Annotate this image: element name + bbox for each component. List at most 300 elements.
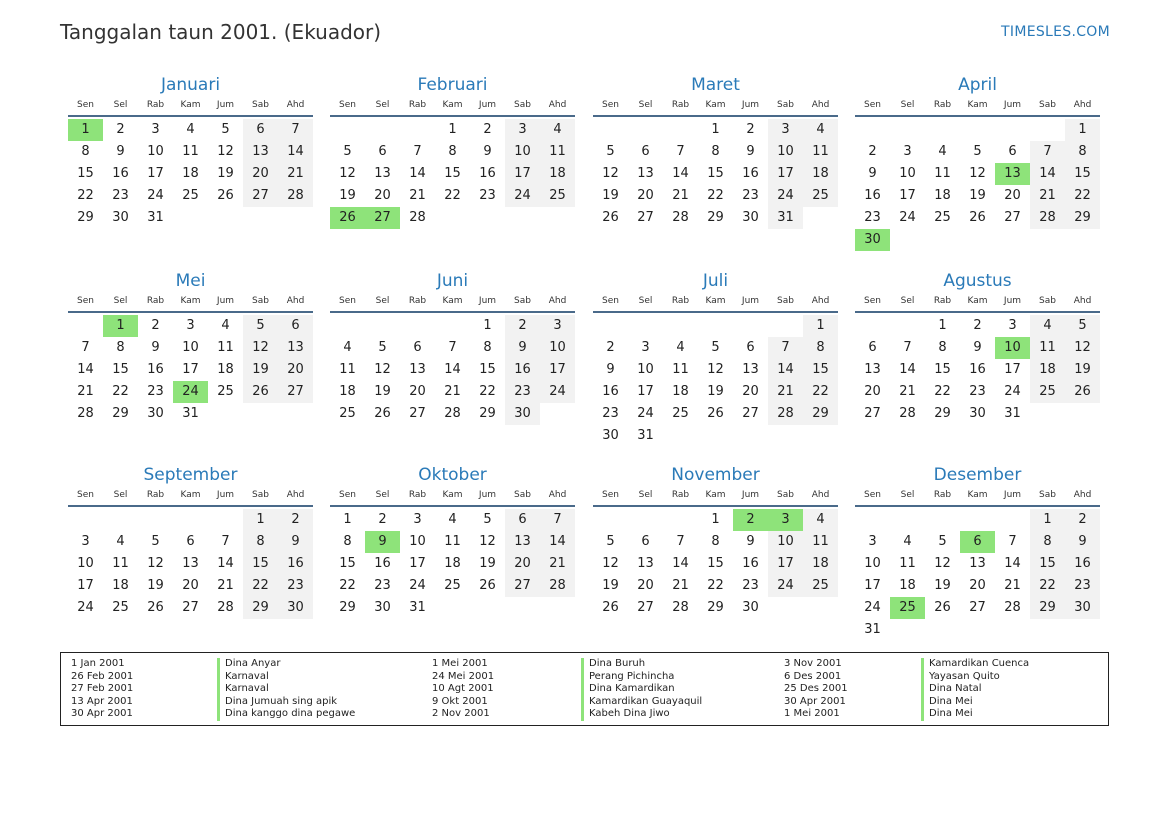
holiday-name: Kabeh Dina Jiwo <box>589 708 670 720</box>
day-cell: 28 <box>409 210 426 225</box>
day-cell: 20 <box>505 553 540 575</box>
day-cell: 7 <box>81 340 90 355</box>
weekday-label: Sen <box>339 490 356 500</box>
empty-cell <box>1030 119 1065 141</box>
weekday-header <box>593 488 838 507</box>
weekday-label: Rab <box>933 296 952 306</box>
empty-cell <box>68 509 103 531</box>
holiday-name: Dina Anyar <box>225 658 281 669</box>
day-cell: 21 <box>1004 578 1021 593</box>
day-cell: 21 <box>540 553 575 575</box>
day-cell: 18 <box>899 578 916 593</box>
day-cell: 16 <box>112 166 129 181</box>
day-cell: 13 <box>182 556 199 571</box>
day-cell: 29 <box>1065 207 1100 229</box>
day-cell: 27 <box>182 600 199 615</box>
page-title: Tanggalan taun 2001. (Ekuador) <box>60 20 382 44</box>
day-cell: 7 <box>768 337 803 359</box>
day-cell: 26 <box>217 188 234 203</box>
day-cell: 25 <box>803 185 838 207</box>
day-cell: 22 <box>707 578 724 593</box>
day-cell: 4 <box>116 534 125 549</box>
day-cell: 1 <box>711 122 720 137</box>
weekday-label: Sab <box>252 296 269 306</box>
day-cell: 9 <box>746 534 755 549</box>
day-cell: 2 <box>973 318 982 333</box>
day-cell: 26 <box>243 381 278 403</box>
day-cell: 31 <box>637 428 654 443</box>
day-cell: 22 <box>934 384 951 399</box>
day-cell: 30 <box>602 428 619 443</box>
day-cell: 8 <box>448 144 457 159</box>
empty-cell <box>593 315 628 337</box>
day-cell: 7 <box>676 144 685 159</box>
day-cell: 16 <box>969 362 986 377</box>
day-cell: 30 <box>1065 597 1100 619</box>
day-cell: 20 <box>864 384 881 399</box>
weekday-label: Sab <box>777 296 794 306</box>
day-cell: 24 <box>147 188 164 203</box>
day-cell: 19 <box>969 188 986 203</box>
day-cell: 29 <box>707 210 724 225</box>
day-cell: 9 <box>868 166 877 181</box>
day-cell: 29 <box>339 600 356 615</box>
day-cell: 30 <box>742 600 759 615</box>
day-cell: 20 <box>409 384 426 399</box>
day-cell: 3 <box>768 119 803 141</box>
holiday-date: 27 Feb 2001 <box>71 683 134 695</box>
day-cell: 16 <box>479 166 496 181</box>
day-cell: 7 <box>903 340 912 355</box>
day-grid <box>593 509 838 619</box>
weekday-label: Sen <box>602 296 619 306</box>
day-cell: 15 <box>707 166 724 181</box>
day-cell: 27 <box>637 600 654 615</box>
weekday-label: Jum <box>741 296 760 306</box>
holiday-name: Yayasan Quito <box>929 670 1000 682</box>
month-name: September <box>143 465 238 485</box>
weekday-label: Ahd <box>548 490 567 500</box>
day-cell: 16 <box>278 553 313 575</box>
day-cell: 29 <box>934 406 951 421</box>
empty-cell <box>925 509 960 531</box>
empty-cell <box>855 119 890 141</box>
day-cell: 6 <box>868 340 877 355</box>
weekday-label: Sel <box>113 296 128 306</box>
holiday-name: Karnaval <box>225 670 269 682</box>
day-cell: 4 <box>803 509 838 531</box>
empty-cell <box>208 509 243 531</box>
weekday-label: Sab <box>514 296 531 306</box>
day-cell: 27 <box>969 600 986 615</box>
empty-cell <box>365 315 400 337</box>
day-cell: 27 <box>505 575 540 597</box>
day-cell: 12 <box>934 556 951 571</box>
holiday-date: 1 Jan 2001 <box>71 658 125 669</box>
empty-cell <box>173 509 208 531</box>
day-cell: 27 <box>409 406 426 421</box>
weekday-label: Ahd <box>811 100 830 110</box>
day-cell: 22 <box>77 188 94 203</box>
day-cell: 11 <box>217 340 234 355</box>
day-cell: 4 <box>676 340 685 355</box>
brand-link[interactable]: TIMESLES.COM <box>1001 24 1110 40</box>
holiday-name: Dina Buruh <box>589 658 646 669</box>
day-cell: 5 <box>221 122 230 137</box>
day-cell: 6 <box>278 315 313 337</box>
weekday-label: Sab <box>514 100 531 110</box>
weekday-header <box>68 488 313 507</box>
day-cell: 27 <box>278 381 313 403</box>
weekday-label: Sel <box>375 296 390 306</box>
day-cell: 1 <box>711 512 720 527</box>
weekday-header <box>593 98 838 117</box>
holiday-name: Perang Pichincha <box>589 670 675 682</box>
day-cell: 26 <box>602 600 619 615</box>
weekday-label: Sel <box>638 100 653 110</box>
day-cell: 15 <box>339 556 356 571</box>
weekday-label: Kam <box>705 490 726 500</box>
day-cell: 12 <box>147 556 164 571</box>
day-cell: 31 <box>147 210 164 225</box>
day-cell: 28 <box>278 185 313 207</box>
day-cell: 21 <box>1030 185 1065 207</box>
holiday-day: 3 <box>768 509 803 531</box>
day-cell: 5 <box>343 144 352 159</box>
holiday-name: Dina Mei <box>929 708 973 720</box>
day-cell: 17 <box>1004 362 1021 377</box>
day-cell: 15 <box>444 166 461 181</box>
weekday-label: Kam <box>442 296 463 306</box>
day-cell: 3 <box>641 340 650 355</box>
day-cell: 4 <box>540 119 575 141</box>
day-cell: 19 <box>1065 359 1100 381</box>
weekday-label: Sab <box>1039 100 1056 110</box>
day-cell: 9 <box>483 144 492 159</box>
month-name: Desember <box>933 465 1022 485</box>
day-cell: 31 <box>1004 406 1021 421</box>
weekday-label: Jum <box>216 296 235 306</box>
weekday-label: Rab <box>671 296 690 306</box>
day-cell: 19 <box>339 188 356 203</box>
day-cell: 30 <box>374 600 391 615</box>
day-cell: 29 <box>479 406 496 421</box>
weekday-header <box>855 98 1100 117</box>
holiday-list <box>60 652 1109 726</box>
day-cell: 16 <box>505 359 540 381</box>
day-cell: 28 <box>1030 207 1065 229</box>
day-cell: 5 <box>243 315 278 337</box>
day-cell: 16 <box>602 384 619 399</box>
day-cell: 16 <box>374 556 391 571</box>
month-januari <box>68 72 313 229</box>
day-cell: 25 <box>803 575 838 597</box>
day-cell: 10 <box>637 362 654 377</box>
weekday-label: Ahd <box>548 296 567 306</box>
day-cell: 8 <box>938 340 947 355</box>
day-cell: 10 <box>540 337 575 359</box>
day-cell: 1 <box>448 122 457 137</box>
holiday-date: 30 Apr 2001 <box>71 708 133 720</box>
day-cell: 18 <box>803 163 838 185</box>
day-cell: 15 <box>707 556 724 571</box>
day-cell: 28 <box>768 403 803 425</box>
day-cell: 20 <box>1004 188 1021 203</box>
day-cell: 2 <box>116 122 125 137</box>
day-cell: 3 <box>151 122 160 137</box>
day-cell: 26 <box>147 600 164 615</box>
day-cell: 13 <box>637 166 654 181</box>
day-cell: 22 <box>339 578 356 593</box>
day-cell: 26 <box>602 210 619 225</box>
day-cell: 13 <box>374 166 391 181</box>
day-cell: 1 <box>803 315 838 337</box>
day-cell: 12 <box>243 337 278 359</box>
day-cell: 30 <box>742 210 759 225</box>
empty-cell <box>663 119 698 141</box>
day-cell: 16 <box>147 362 164 377</box>
day-cell: 25 <box>1030 381 1065 403</box>
weekday-label: Rab <box>933 490 952 500</box>
empty-cell <box>138 509 173 531</box>
day-cell: 28 <box>672 210 689 225</box>
weekday-header <box>855 294 1100 313</box>
day-cell: 14 <box>444 362 461 377</box>
empty-cell <box>330 315 365 337</box>
day-cell: 10 <box>147 144 164 159</box>
day-cell: 18 <box>217 362 234 377</box>
weekday-header <box>68 98 313 117</box>
day-cell: 11 <box>444 534 461 549</box>
day-cell: 24 <box>768 575 803 597</box>
day-cell: 18 <box>182 166 199 181</box>
day-cell: 15 <box>1065 163 1100 185</box>
day-cell: 29 <box>112 406 129 421</box>
weekday-label: Sel <box>113 100 128 110</box>
day-cell: 17 <box>540 359 575 381</box>
day-cell: 6 <box>378 144 387 159</box>
day-cell: 15 <box>1030 553 1065 575</box>
day-cell: 23 <box>864 210 881 225</box>
day-grid <box>68 509 313 619</box>
day-cell: 22 <box>1030 575 1065 597</box>
day-cell: 24 <box>899 210 916 225</box>
day-cell: 6 <box>505 509 540 531</box>
day-cell: 5 <box>378 340 387 355</box>
day-cell: 18 <box>540 163 575 185</box>
empty-cell <box>960 119 995 141</box>
day-cell: 21 <box>217 578 234 593</box>
day-cell: 15 <box>479 362 496 377</box>
day-cell: 25 <box>672 406 689 421</box>
empty-cell <box>593 509 628 531</box>
day-cell: 25 <box>540 185 575 207</box>
day-cell: 17 <box>899 188 916 203</box>
empty-cell <box>400 119 435 141</box>
day-cell: 5 <box>973 144 982 159</box>
day-cell: 17 <box>768 163 803 185</box>
weekday-label: Sen <box>77 100 94 110</box>
day-cell: 13 <box>969 556 986 571</box>
month-september <box>68 462 313 619</box>
day-cell: 7 <box>278 119 313 141</box>
holiday-name: Kamardikan Guayaquil <box>589 695 703 707</box>
weekday-label: Sab <box>777 100 794 110</box>
day-cell: 2 <box>606 340 615 355</box>
day-cell: 20 <box>742 384 759 399</box>
day-cell: 29 <box>77 210 94 225</box>
day-cell: 11 <box>803 531 838 553</box>
day-cell: 23 <box>479 188 496 203</box>
weekday-label: Sel <box>638 490 653 500</box>
day-cell: 4 <box>448 512 457 527</box>
day-cell: 28 <box>217 600 234 615</box>
weekday-label: Kam <box>442 490 463 500</box>
holiday-date: 24 Mei 2001 <box>432 670 495 682</box>
weekday-header <box>68 294 313 313</box>
day-cell: 20 <box>182 578 199 593</box>
day-cell: 19 <box>243 359 278 381</box>
weekday-label: Jum <box>216 490 235 500</box>
weekday-label: Sen <box>864 490 881 500</box>
weekday-label: Kam <box>180 490 201 500</box>
day-cell: 14 <box>768 359 803 381</box>
holiday-date: 3 Nov 2001 <box>784 658 842 669</box>
weekday-label: Sen <box>339 100 356 110</box>
weekday-label: Jum <box>1003 296 1022 306</box>
weekday-header <box>593 294 838 313</box>
day-cell: 8 <box>116 340 125 355</box>
day-cell: 13 <box>637 556 654 571</box>
weekday-label: Ahd <box>286 296 305 306</box>
weekday-label: Rab <box>146 100 165 110</box>
day-cell: 13 <box>243 141 278 163</box>
day-cell: 26 <box>707 406 724 421</box>
month-name: Maret <box>691 75 740 95</box>
weekday-label: Sab <box>252 100 269 110</box>
empty-cell <box>330 119 365 141</box>
day-cell: 28 <box>540 575 575 597</box>
weekday-label: Sel <box>375 100 390 110</box>
weekday-label: Sel <box>375 490 390 500</box>
day-grid <box>68 315 313 425</box>
weekday-label: Sen <box>77 296 94 306</box>
holiday-dates-column <box>71 658 133 721</box>
weekday-label: Rab <box>146 296 165 306</box>
day-cell: 18 <box>1030 359 1065 381</box>
empty-cell <box>995 119 1030 141</box>
day-cell: 19 <box>934 578 951 593</box>
weekday-label: Sab <box>1039 490 1056 500</box>
month-maret <box>593 72 838 229</box>
day-cell: 19 <box>602 578 619 593</box>
weekday-label: Sel <box>113 490 128 500</box>
day-cell: 14 <box>899 362 916 377</box>
holiday-date: 6 Des 2001 <box>784 670 842 682</box>
weekday-label: Kam <box>967 296 988 306</box>
day-cell: 1 <box>343 512 352 527</box>
day-cell: 18 <box>339 384 356 399</box>
day-cell: 11 <box>899 556 916 571</box>
weekday-label: Sen <box>339 296 356 306</box>
day-cell: 18 <box>112 578 129 593</box>
holiday-day: 26 <box>330 207 365 229</box>
day-cell: 5 <box>938 534 947 549</box>
day-cell: 2 <box>483 122 492 137</box>
day-cell: 7 <box>1008 534 1017 549</box>
day-cell: 28 <box>1004 600 1021 615</box>
day-grid <box>68 119 313 229</box>
day-cell: 30 <box>969 406 986 421</box>
day-cell: 9 <box>973 340 982 355</box>
day-cell: 24 <box>409 578 426 593</box>
day-cell: 23 <box>374 578 391 593</box>
day-cell: 14 <box>77 362 94 377</box>
day-cell: 17 <box>147 166 164 181</box>
day-cell: 11 <box>672 362 689 377</box>
day-cell: 3 <box>186 318 195 333</box>
day-cell: 7 <box>1030 141 1065 163</box>
day-cell: 23 <box>742 578 759 593</box>
month-juni <box>330 268 575 425</box>
day-cell: 11 <box>339 362 356 377</box>
weekday-label: Jum <box>1003 490 1022 500</box>
weekday-label: Kam <box>180 100 201 110</box>
weekday-label: Sab <box>252 490 269 500</box>
empty-cell <box>663 315 698 337</box>
day-cell: 12 <box>217 144 234 159</box>
holiday-date: 1 Mei 2001 <box>784 708 840 720</box>
day-cell: 21 <box>278 163 313 185</box>
day-cell: 8 <box>343 534 352 549</box>
day-cell: 4 <box>903 534 912 549</box>
day-cell: 6 <box>243 119 278 141</box>
day-cell: 30 <box>147 406 164 421</box>
day-grid <box>593 315 838 447</box>
holiday-day: 27 <box>365 207 400 229</box>
day-cell: 9 <box>1065 531 1100 553</box>
day-cell: 9 <box>746 144 755 159</box>
day-cell: 4 <box>221 318 230 333</box>
day-cell: 30 <box>278 597 313 619</box>
day-grid <box>855 509 1100 641</box>
day-cell: 29 <box>707 600 724 615</box>
day-grid <box>855 315 1100 425</box>
weekday-label: Kam <box>705 296 726 306</box>
month-name: Oktober <box>418 465 487 485</box>
weekday-label: Sen <box>864 296 881 306</box>
day-cell: 24 <box>864 600 881 615</box>
holiday-names-column <box>921 658 1029 721</box>
weekday-label: Ahd <box>1073 490 1092 500</box>
day-cell: 6 <box>186 534 195 549</box>
day-cell: 19 <box>479 556 496 571</box>
holiday-day: 2 <box>733 509 768 531</box>
day-cell: 23 <box>505 381 540 403</box>
day-cell: 5 <box>711 340 720 355</box>
day-cell: 22 <box>112 384 129 399</box>
day-grid <box>330 315 575 425</box>
day-cell: 3 <box>903 144 912 159</box>
day-cell: 14 <box>1030 163 1065 185</box>
weekday-label: Rab <box>146 490 165 500</box>
day-cell: 20 <box>374 188 391 203</box>
holiday-day: 30 <box>855 229 890 251</box>
empty-cell <box>593 119 628 141</box>
day-cell: 18 <box>803 553 838 575</box>
day-cell: 10 <box>768 141 803 163</box>
weekday-label: Ahd <box>811 296 830 306</box>
